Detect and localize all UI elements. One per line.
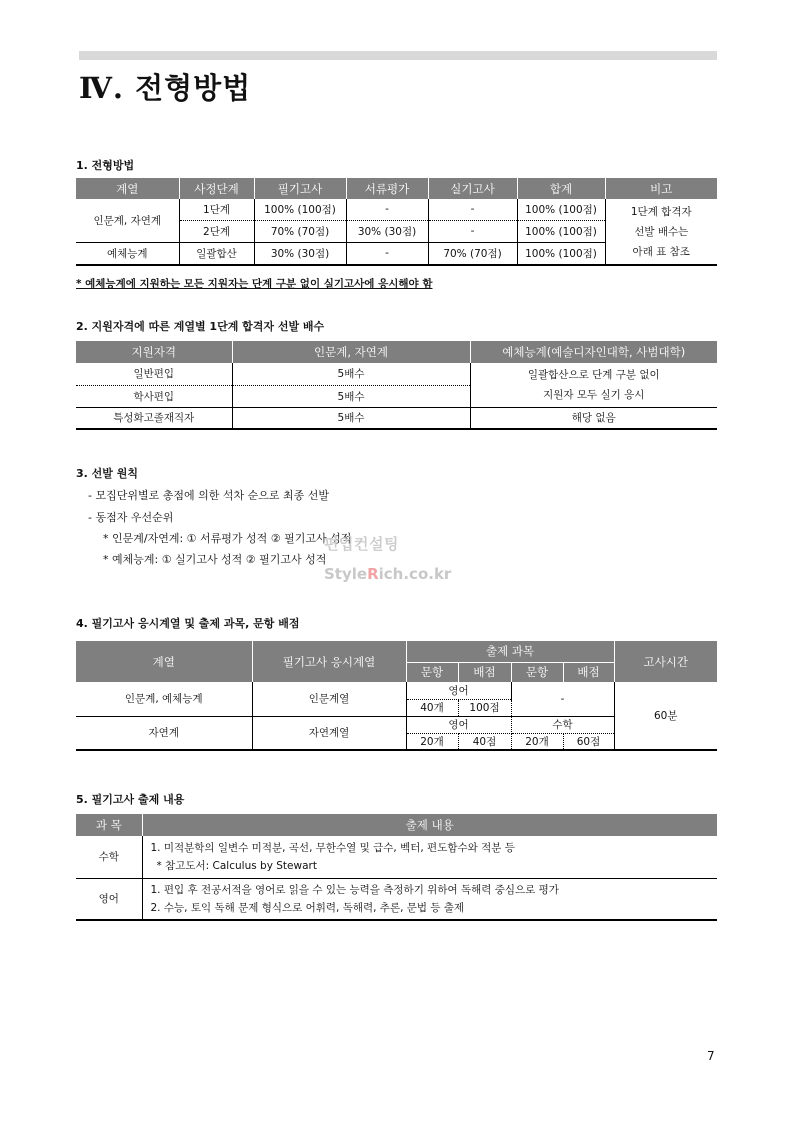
table-cell: 20개 xyxy=(406,733,458,750)
table-cell: 5배수 xyxy=(232,385,470,407)
principle-line: - 모집단위별로 총점에 의한 석차 순으로 최종 선발 xyxy=(88,489,329,502)
col-header: 비고 xyxy=(605,178,717,199)
qualification-cell: 특성화고졸재직자 xyxy=(76,407,232,429)
merged-line: 일괄합산으로 단계 구분 없이 xyxy=(527,368,660,381)
table-cell: - xyxy=(346,242,428,265)
note-text: * 예체능계에 지원하는 모든 지원자는 단계 구분 없이 실기고사에 응시해야 함 xyxy=(76,278,433,290)
section-4-heading: 4. 필기고사 응시계열 및 출제 과목, 문항 배점 xyxy=(76,617,300,630)
page-number: 7 xyxy=(707,1049,715,1063)
table-cell: - xyxy=(428,220,517,242)
watermark-logo: StyleRich.co.kr xyxy=(324,565,452,583)
principle-line: - 동점자 우선순위 xyxy=(88,511,174,524)
subject-cell: - xyxy=(511,682,614,716)
col-header: 계열 xyxy=(76,641,252,682)
table-cell: 70% (70점) xyxy=(428,242,517,265)
exam-track-cell: 자연계열 xyxy=(252,716,406,750)
content-cell xyxy=(142,878,717,920)
table-cell: - xyxy=(428,199,517,220)
col-header: 과 목 xyxy=(76,814,142,836)
table-cell: 5배수 xyxy=(232,407,470,429)
section-5-heading: 5. 필기고사 출제 내용 xyxy=(76,793,185,806)
table-cell: 100% (100점) xyxy=(254,199,346,220)
remark-line: 1단계 합격자 xyxy=(630,205,692,218)
stage-cell: 2단계 xyxy=(179,220,254,242)
col-header: 인문계, 자연계 xyxy=(232,341,470,363)
stage-cell: 1단계 xyxy=(179,199,254,220)
track-cell: 인문계, 예체능계 xyxy=(76,682,252,716)
qualification-ratio-table xyxy=(76,341,717,430)
stage-cell: 일괄합산 xyxy=(179,242,254,265)
col-header: 필기고사 xyxy=(254,178,346,199)
table-cell: 30% (30점) xyxy=(346,220,428,242)
subject-cell: 영어 xyxy=(406,682,511,699)
content-cell xyxy=(142,836,717,878)
section-2-heading: 2. 지원자격에 따른 계열별 1단계 합격자 선발 배수 xyxy=(76,320,325,333)
qualification-cell: 일반편입 xyxy=(76,363,232,385)
col-header: 예체능계(예술디자인대학, 사범대학) xyxy=(470,341,717,363)
remark-line: 선발 배수는 xyxy=(634,225,689,238)
table-cell: 100% (100점) xyxy=(517,220,605,242)
table-cell: 100점 xyxy=(458,699,511,716)
exam-track-cell: 인문계열 xyxy=(252,682,406,716)
table-cell: 40개 xyxy=(406,699,458,716)
col-header: 출제 과목 xyxy=(406,641,614,662)
section-3-heading: 3. 선발 원칙 xyxy=(76,467,138,480)
group-cell: 예체능계 xyxy=(76,242,179,265)
col-header: 합계 xyxy=(517,178,605,199)
qualification-cell: 학사편입 xyxy=(76,385,232,407)
col-header: 지원자격 xyxy=(76,341,232,363)
subject-cell: 영어 xyxy=(406,716,511,733)
col-header: 계열 xyxy=(76,178,179,199)
table-cell: 40점 xyxy=(458,733,511,750)
col-header: 필기고사 응시계열 xyxy=(252,641,406,682)
page-title: Ⅳ. 전형방법 xyxy=(79,71,252,105)
col-header: 배점 xyxy=(458,662,511,682)
col-header: 서류평가 xyxy=(346,178,428,199)
col-header: 문항 xyxy=(406,662,458,682)
col-header: 출제 내용 xyxy=(142,814,717,836)
content-line: 2. 수능, 토익 독해 문제 형식으로 어휘력, 독해력, 추론, 문법 등 출제 xyxy=(150,901,465,914)
table-cell: 60점 xyxy=(563,733,614,750)
merged-cell xyxy=(470,363,717,407)
table-cell: 해당 없음 xyxy=(470,407,717,429)
col-header: 고사시간 xyxy=(614,641,717,682)
exam-time-cell: 60분 xyxy=(614,682,717,750)
subject-cell: 수학 xyxy=(76,836,142,878)
merged-line: 지원자 모두 실기 응시 xyxy=(543,388,645,401)
section-1-heading: 1. 전형방법 xyxy=(76,159,135,172)
content-line: 1. 미적분학의 일변수 미적분, 곡선, 무한수열 및 급수, 벡터, 편도함수와 적분 등 xyxy=(150,841,515,854)
col-header: 문항 xyxy=(511,662,563,682)
exam-subjects-table xyxy=(76,641,717,751)
subject-cell: 영어 xyxy=(76,878,142,920)
col-header: 사정단계 xyxy=(179,178,254,199)
remark-line: 아래 표 참조 xyxy=(632,245,690,258)
col-header: 배점 xyxy=(563,662,614,682)
selection-method-table xyxy=(76,178,717,266)
remark-cell xyxy=(605,199,717,265)
track-cell: 자연계 xyxy=(76,716,252,750)
group-cell: 인문계, 자연계 xyxy=(76,199,179,242)
exam-content-table xyxy=(76,814,717,921)
subject-cell: 수학 xyxy=(511,716,614,733)
table-cell: 70% (70점) xyxy=(254,220,346,242)
table-cell: 30% (30점) xyxy=(254,242,346,265)
table-cell: 5배수 xyxy=(232,363,470,385)
content-line: 1. 편입 후 전공서적을 영어로 읽을 수 있는 능력을 측정하기 위하여 독해력 중심으로 평가 xyxy=(150,883,559,896)
principle-line: * 인문계/자연계: ① 서류평가 성적 ② 필기고사 성적 xyxy=(103,532,352,545)
principle-line: * 예체능계: ① 실기고사 성적 ② 필기고사 성적 xyxy=(103,553,327,566)
table-cell: 100% (100점) xyxy=(517,199,605,220)
table-cell: - xyxy=(346,199,428,220)
watermark-text: 편입컨설팅 xyxy=(324,535,399,553)
content-line: * 참고도서: Calculus by Stewart xyxy=(156,859,317,872)
table-cell: 20개 xyxy=(511,733,563,750)
table-cell: 100% (100점) xyxy=(517,242,605,265)
col-header: 실기고사 xyxy=(428,178,517,199)
title-bar-decoration xyxy=(79,51,717,60)
